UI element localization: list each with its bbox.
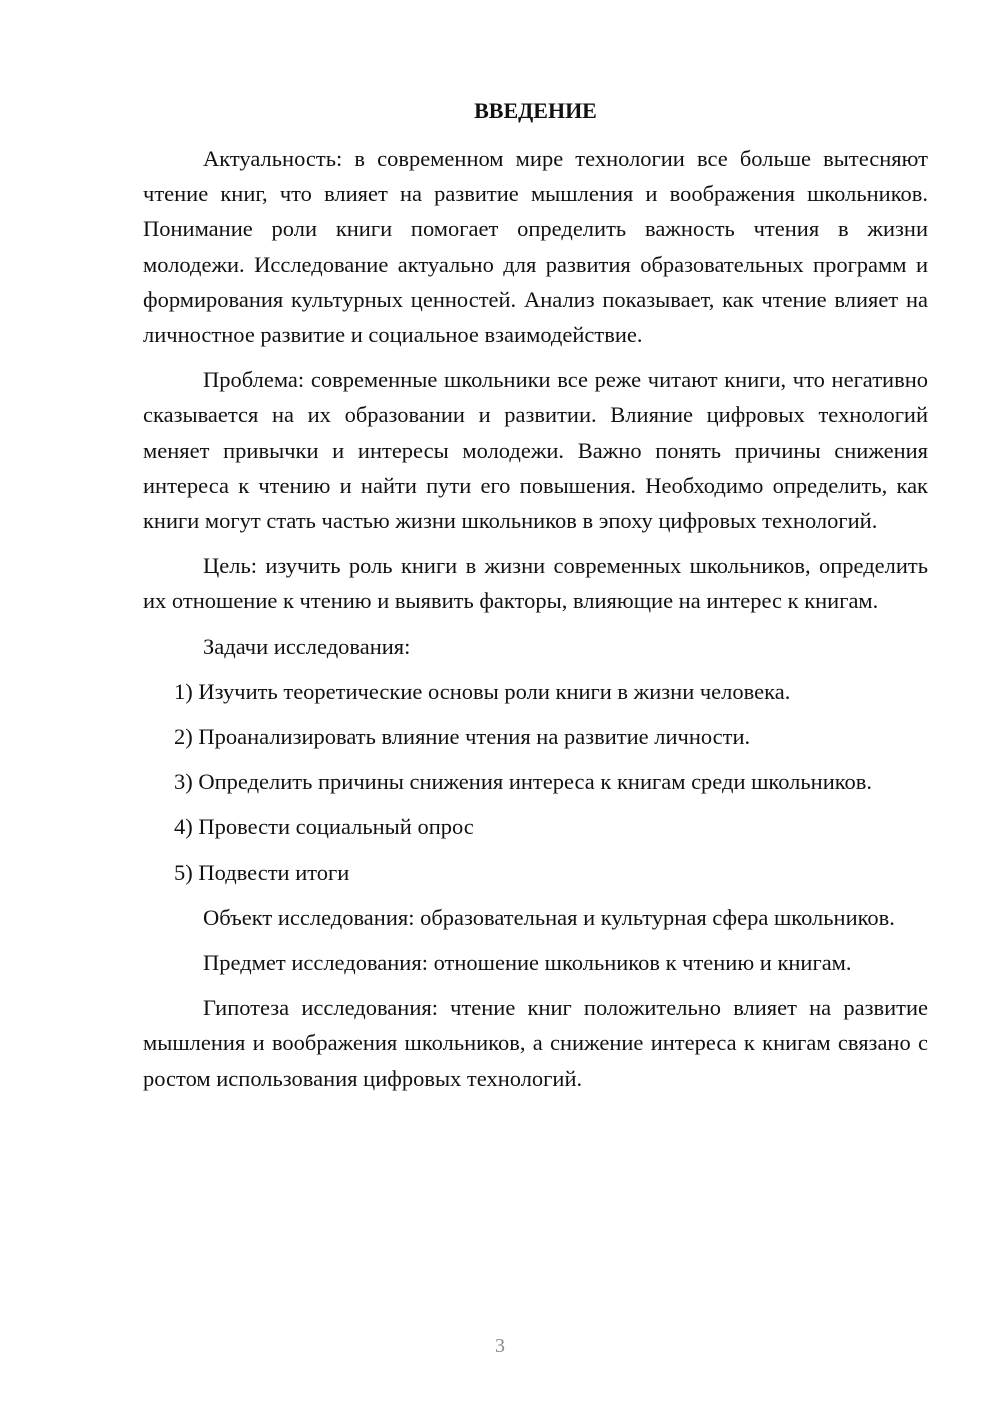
paragraph-relevance: Актуальность: в современном мире технологии все больше вытесняют чтение книг, что влияет на развитие мышления и воображения школьников. Понимание роли книги помогает определить важность чтения в жизни молодежи. Исследование актуально для развития образовательных программ и формирования культурных ценностей. Анализ показывает, как чтение влияет на личностное развитие и социальное взаимодействие. [143,146,928,348]
paragraph-problem: Проблема: современные школьники все реже читают книги, что негативно сказывается на их образовании и развитии. Влияние цифровых технологий меняет привычки и интересы молодежи. Важно понять причины снижения интереса к чтению и найти пути его повышения. Необходимо определить, как книги могут стать частью жизни школьников в эпоху цифровых технологий. [143,367,928,534]
list-item: 3) Определить причины снижения интереса к книгам среди школьников. [174,769,873,795]
page-number: 3 [495,1335,505,1357]
list-item: 2) Проанализировать влияние чтения на развитие личности. [174,724,751,750]
paragraph-goal: Цель: изучить роль книги в жизни современных школьников, определить их отношение к чтению и выявить факторы, влияющие на интерес к книгам. [143,553,928,614]
section-title: ВВЕДЕНИЕ [474,98,597,123]
document-body [143,141,928,1106]
task-list [143,674,928,890]
list-item: 1) Изучить теоретические основы роли книги в жизни человека. [174,678,791,704]
paragraph-subject: Предмет исследования: отношение школьников к чтению и книгам. [203,950,852,976]
list-item: 4) Провести социальный опрос [174,814,474,840]
tasks-heading: Задачи исследования: [203,633,411,659]
paragraph-hypothesis: Гипотеза исследования: чтение книг положительно влияет на развитие мышления и воображения школьников, а снижение интереса к книгам связано с ростом использования цифровых технологий. [143,995,928,1091]
list-item: 5) Подвести итоги [174,859,350,885]
paragraph-object: Объект исследования: образовательная и культурная сфера школьников. [203,904,895,930]
